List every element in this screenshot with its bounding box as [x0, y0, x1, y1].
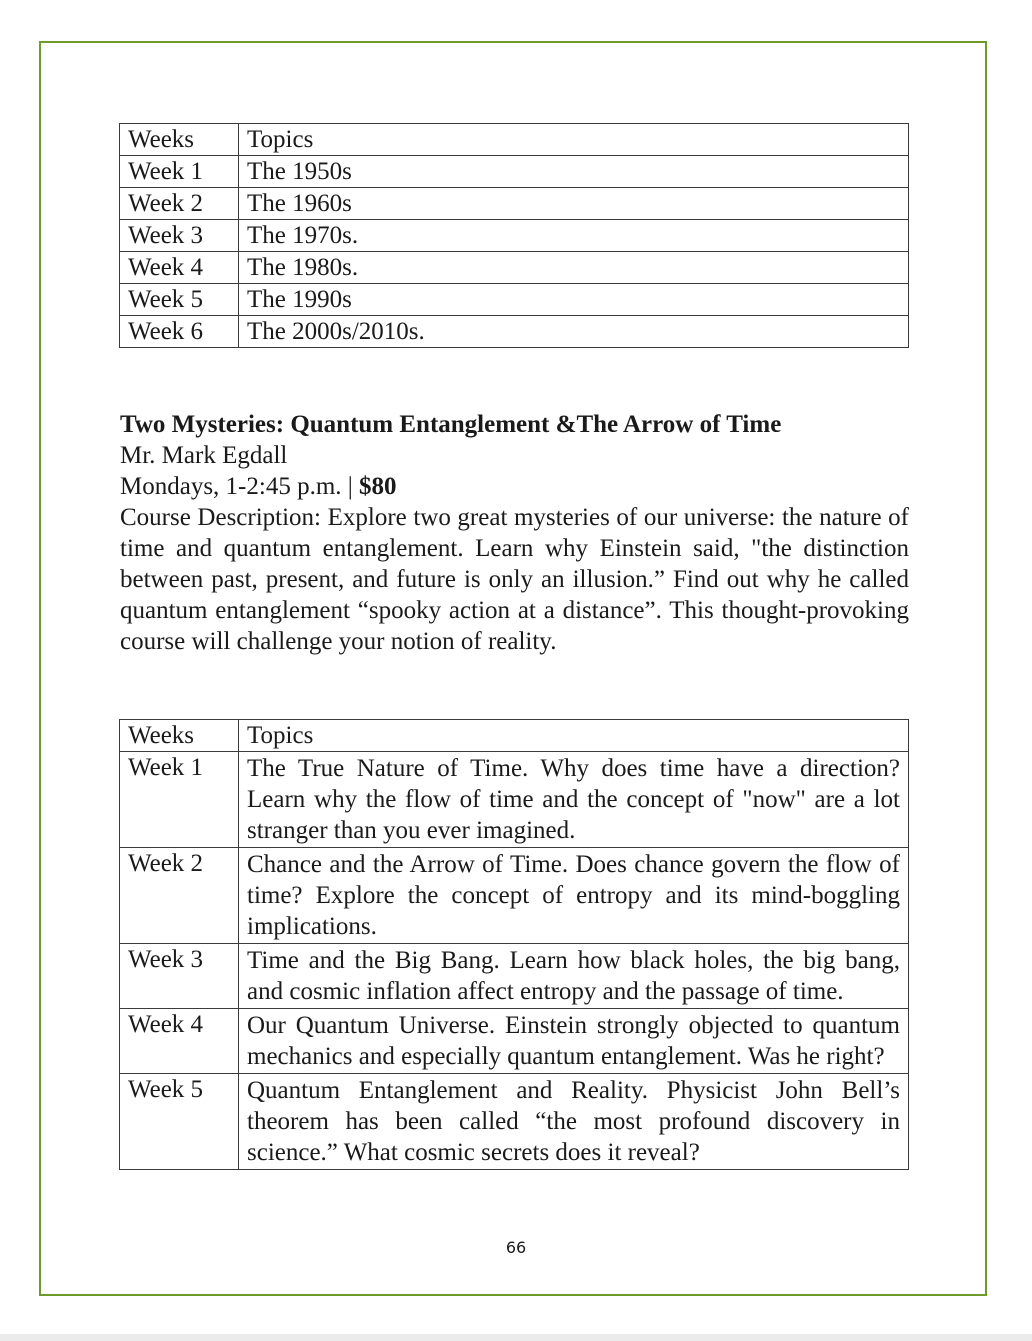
table-header-row: [120, 720, 909, 752]
table-row: [120, 944, 909, 1009]
bottom-strip: [0, 1334, 1032, 1341]
week-cell: Week 4: [120, 1009, 239, 1074]
topic-cell: The True Nature of Time. Why does time have a direction? Learn why the flow of time and the concept of "now" are a lot stranger than you ever imagined.: [239, 752, 909, 848]
table-row: [120, 284, 909, 316]
course-title: Two Mysteries: Quantum Entanglement &The Arrow of Time: [120, 411, 782, 438]
page-number: 66: [505, 1238, 527, 1257]
week-cell: Week 5: [120, 1074, 239, 1170]
course-price: $80: [359, 473, 397, 500]
mysteries-schedule-table: [119, 719, 909, 1170]
week-cell: Week 5: [120, 284, 239, 316]
topic-cell: The 1970s.: [239, 220, 909, 252]
topic-cell: The 1990s: [239, 284, 909, 316]
week-cell: Week 2: [120, 188, 239, 220]
topic-cell: Chance and the Arrow of Time. Does chance govern the flow of time? Explore the concept of entropy and its mind-boggling implications.: [239, 848, 909, 944]
course-schedule-line: [120, 471, 909, 502]
week-cell: Week 1: [120, 156, 239, 188]
topic-cell: The 1960s: [239, 188, 909, 220]
topic-cell: Time and the Big Bang. Learn how black holes, the big bang, and cosmic inflation affect entropy and the passage of time.: [239, 944, 909, 1009]
course-description: Course Description: Explore two great mysteries of our universe: the nature of time and quantum entanglement. Learn why Einstein said, "the distinction between past, present, and future is only an illusion.” Find out why he called quantum entanglement “spooky action at a distance”. This thought-provoking course will challenge your notion of reality.: [120, 504, 909, 655]
week-cell: Week 3: [120, 220, 239, 252]
table-row: [120, 252, 909, 284]
week-cell: Week 2: [120, 848, 239, 944]
table-row: [120, 156, 909, 188]
course-block: [120, 409, 909, 657]
topic-cell: The 1980s.: [239, 252, 909, 284]
table-row: [120, 188, 909, 220]
table-row: [120, 848, 909, 944]
topic-cell: Our Quantum Universe. Einstein strongly objected to quantum mechanics and especially quantum entanglement. Was he right?: [239, 1009, 909, 1074]
week-cell: Week 4: [120, 252, 239, 284]
decades-schedule-table: [119, 123, 909, 348]
week-cell: Week 3: [120, 944, 239, 1009]
course-schedule: Mondays, 1-2:45 p.m. |: [120, 473, 360, 500]
header-topics: Topics: [239, 124, 909, 156]
table-row: [120, 220, 909, 252]
table-row: [120, 1074, 909, 1170]
topic-cell: The 2000s/2010s.: [239, 316, 909, 348]
week-cell: Week 1: [120, 752, 239, 848]
header-weeks: Weeks: [120, 124, 239, 156]
table-row: [120, 316, 909, 348]
table-header-row: [120, 124, 909, 156]
topic-cell: Quantum Entanglement and Reality. Physicist John Bell’s theorem has been called “the most profound discovery in science.” What cosmic secrets does it reveal?: [239, 1074, 909, 1170]
table-row: [120, 1009, 909, 1074]
header-topics: Topics: [239, 720, 909, 752]
topic-cell: The 1950s: [239, 156, 909, 188]
course-instructor: Mr. Mark Egdall: [120, 442, 288, 469]
week-cell: Week 6: [120, 316, 239, 348]
header-weeks: Weeks: [120, 720, 239, 752]
table-row: [120, 752, 909, 848]
